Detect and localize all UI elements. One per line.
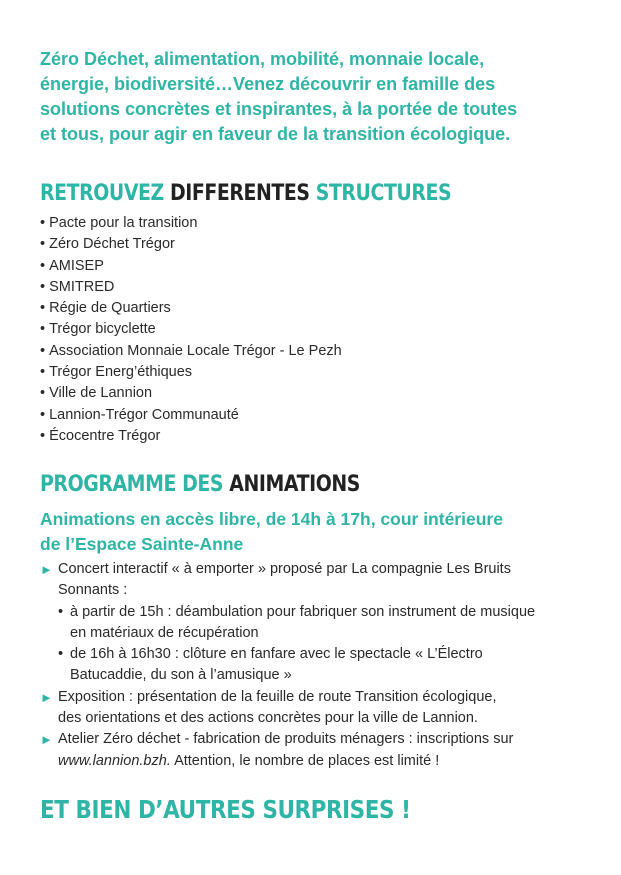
intro-line: énergie, biodiversité…Venez découvrir en famille des bbox=[40, 74, 496, 94]
structure-item: • SMITRED bbox=[40, 277, 342, 298]
closing-heading bbox=[40, 795, 410, 824]
programme-heading-part1: PROGRAMME DES bbox=[40, 472, 224, 497]
programme-heading-part2: ANIMATIONS bbox=[229, 472, 360, 497]
atelier-notice: Attention, le nombre de places est limité ! bbox=[170, 752, 440, 769]
intro-line: Zéro Déchet, alimentation, mobilité, monnaie locale, bbox=[40, 49, 485, 69]
structure-item: • Ville de Lannion bbox=[40, 383, 342, 404]
bullet-icon: • bbox=[58, 646, 64, 663]
subtitle-line: de l’Espace Sainte-Anne bbox=[40, 534, 244, 554]
structures-list bbox=[40, 213, 342, 447]
sub-item-line: en matériaux de récupération bbox=[70, 624, 259, 641]
structure-item: • Pacte pour la transition bbox=[40, 213, 342, 234]
programme-list bbox=[40, 559, 600, 772]
subtitle-line: Animations en accès libre, de 14h à 17h, cour intérieure bbox=[40, 509, 503, 529]
sub-item-line: à partir de 15h : déambulation pour fabriquer son instrument de musique bbox=[70, 603, 536, 620]
concert-sub-item bbox=[40, 644, 600, 687]
structure-item: • Régie de Quartiers bbox=[40, 298, 342, 319]
structures-heading bbox=[40, 181, 451, 206]
exposition-line: Exposition : présentation de la feuille de route Transition écologique, bbox=[58, 688, 497, 705]
exposition-item bbox=[40, 687, 600, 730]
atelier-line: Atelier Zéro déchet - fabrication de produits ménagers : inscriptions sur bbox=[58, 731, 514, 748]
structure-item: • Écocentre Trégor bbox=[40, 426, 342, 447]
atelier-line-2 bbox=[58, 751, 600, 772]
structure-item: • Zéro Déchet Trégor bbox=[40, 234, 342, 255]
structure-item: • Trégor bicyclette bbox=[40, 319, 342, 340]
structure-item: • Trégor Energ’éthiques bbox=[40, 362, 342, 383]
intro-line: et tous, pour agir en faveur de la transition écologique. bbox=[40, 124, 511, 144]
concert-sub-item bbox=[40, 602, 600, 645]
closing-part2: D’AUTRES bbox=[137, 795, 256, 824]
atelier-item bbox=[40, 729, 600, 772]
intro-paragraph bbox=[40, 47, 580, 147]
structures-heading-part1: RETROUVEZ bbox=[40, 181, 164, 206]
intro-line: solutions concrètes et inspirantes, à la portée de toutes bbox=[40, 99, 518, 119]
programme-subtitle bbox=[40, 507, 503, 557]
structure-item: • AMISEP bbox=[40, 256, 342, 277]
sub-item-line: Batucaddie, du son à l’amusique » bbox=[70, 667, 292, 684]
structures-heading-part2: DIFFERENTES bbox=[170, 181, 310, 206]
structure-item: • Lannion-Trégor Communauté bbox=[40, 405, 342, 426]
arrow-bullet-icon: ► bbox=[40, 562, 53, 577]
exposition-line: des orientations et des actions concrètes pour la ville de Lannion. bbox=[58, 710, 478, 727]
sub-item-line: de 16h à 16h30 : clôture en fanfare avec le spectacle « L’Électro bbox=[70, 646, 483, 663]
concert-line: Sonnants : bbox=[58, 582, 128, 599]
concert-item bbox=[40, 559, 600, 602]
bullet-icon: • bbox=[58, 603, 64, 620]
concert-line: Concert interactif « à emporter » proposé par La compagnie Les Bruits bbox=[58, 561, 511, 577]
closing-part3: SURPRISES ! bbox=[262, 795, 411, 824]
arrow-bullet-icon: ► bbox=[40, 732, 53, 748]
programme-heading bbox=[40, 472, 360, 497]
arrow-bullet-icon: ► bbox=[40, 689, 53, 705]
website-link[interactable]: www.lannion.bzh. bbox=[58, 752, 171, 769]
structures-heading-part3: STRUCTURES bbox=[315, 181, 452, 206]
closing-part1: ET BIEN bbox=[40, 795, 131, 824]
structure-item: • Association Monnaie Locale Trégor - Le Pezh bbox=[40, 341, 342, 362]
